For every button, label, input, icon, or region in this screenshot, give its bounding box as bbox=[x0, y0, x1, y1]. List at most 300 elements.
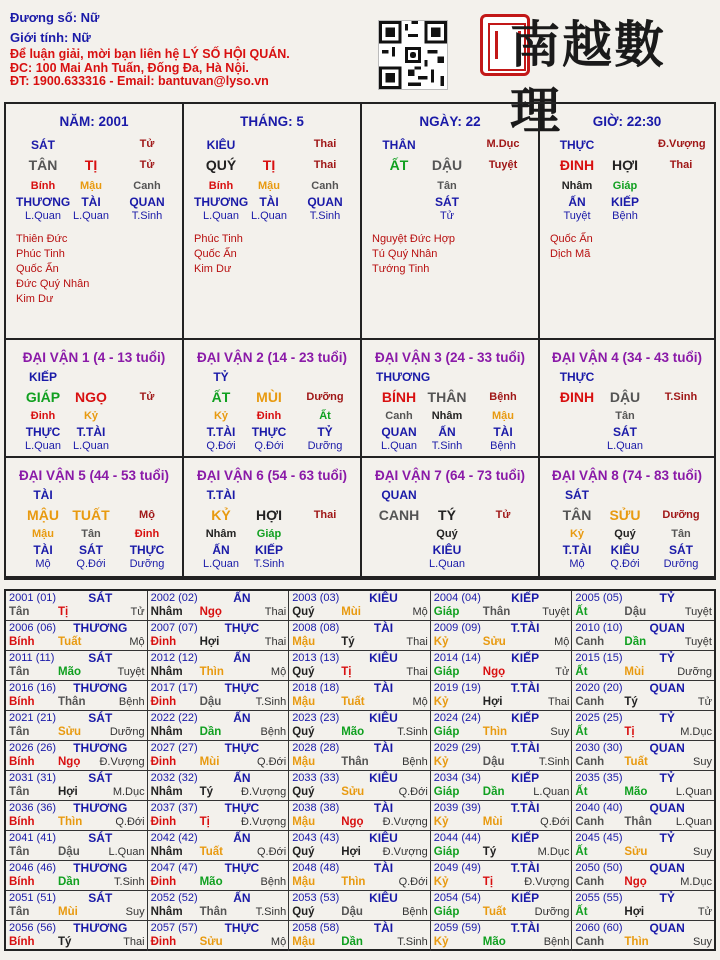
growth-stage: Tử bbox=[139, 391, 155, 403]
year-god: KIÊU bbox=[369, 891, 398, 905]
year-god: TÀI bbox=[373, 801, 394, 815]
special-star: Kim Dư bbox=[16, 293, 54, 305]
heavenly-stem: ẤT bbox=[211, 389, 231, 405]
year-stem: Kỷ bbox=[433, 936, 449, 948]
year-cell bbox=[572, 591, 714, 621]
year-label: 2013 (13) bbox=[292, 652, 340, 664]
year-cell bbox=[289, 921, 431, 951]
cell-title: GIỜ: 22:30 bbox=[592, 114, 662, 129]
year-god: THỰC bbox=[224, 921, 260, 935]
year-branch: Tuất bbox=[58, 636, 82, 648]
year-cell bbox=[289, 771, 431, 801]
year-cell bbox=[148, 651, 290, 681]
year-god: TÀI bbox=[373, 921, 394, 935]
year-god: TỶ bbox=[659, 831, 675, 845]
year-stage: Tuyệt bbox=[542, 606, 570, 618]
branch-detail: Đinh bbox=[134, 528, 160, 540]
branch-detail: Nhâm bbox=[431, 410, 463, 422]
branch-detail: Dưỡng bbox=[129, 558, 165, 570]
heavenly-stem: BÍNH bbox=[381, 389, 417, 405]
branch-detail: L.Quan bbox=[250, 210, 288, 222]
year-stem: Giáp bbox=[433, 666, 460, 678]
branch-detail: Mộ bbox=[35, 558, 51, 570]
heavenly-stem: KỶ bbox=[211, 507, 231, 523]
year-branch: Dần bbox=[341, 936, 363, 948]
branch-detail: SÁT bbox=[79, 543, 103, 557]
year-god: SÁT bbox=[88, 891, 113, 905]
year-branch: Mùi bbox=[341, 606, 361, 618]
special-star: Tú Quý Nhân bbox=[372, 248, 438, 260]
year-branch: Sửu bbox=[58, 726, 82, 738]
year-label: 2007 (07) bbox=[150, 622, 198, 634]
year-branch: Dậu bbox=[58, 846, 80, 858]
owner-name: Đương số: Nữ bbox=[10, 10, 100, 25]
branch-detail: THƯƠNG bbox=[16, 195, 71, 209]
year-label: 2047 (47) bbox=[150, 862, 198, 874]
year-stem: Tân bbox=[9, 666, 30, 678]
year-label: 2032 (32) bbox=[150, 772, 198, 784]
heavenly-stem: MẬU bbox=[27, 507, 59, 523]
luck-period-cell bbox=[6, 340, 184, 458]
year-stage: Đ.Vượng bbox=[241, 816, 287, 828]
growth-stage: Thai bbox=[313, 509, 337, 521]
year-branch: Thìn bbox=[341, 876, 366, 888]
year-label: 2004 (04) bbox=[433, 592, 481, 604]
pillar-cell bbox=[184, 104, 362, 340]
year-label: 2011 (11) bbox=[9, 652, 55, 664]
year-stem: Mậu bbox=[292, 696, 316, 708]
cell-title: ĐẠI VẬN 3 (24 - 33 tuổi) bbox=[374, 350, 526, 365]
year-stage: Tử bbox=[130, 606, 145, 618]
year-stem: Bính bbox=[9, 756, 35, 768]
year-branch: Dần bbox=[199, 726, 222, 738]
year-stage: Q.Đới bbox=[398, 786, 428, 798]
growth-stage: Tuyệt bbox=[488, 159, 518, 171]
year-label: 2020 (20) bbox=[575, 682, 623, 694]
branch-detail: Mậu bbox=[32, 528, 54, 540]
heavenly-stem: TÂN bbox=[562, 507, 592, 523]
year-label: 2046 (46) bbox=[9, 862, 57, 874]
year-stage: Suy bbox=[693, 936, 712, 948]
pillar-cell bbox=[6, 104, 184, 340]
year-stem: Nhâm bbox=[150, 666, 183, 678]
year-label: 2002 (02) bbox=[150, 592, 198, 604]
year-label: 2029 (29) bbox=[433, 742, 481, 754]
year-cell bbox=[148, 921, 290, 951]
year-cell bbox=[6, 771, 148, 801]
year-label: 2059 (59) bbox=[433, 922, 481, 934]
year-god: THỰC bbox=[224, 681, 260, 695]
branch-detail: ẤN bbox=[438, 425, 456, 439]
branch-detail: L.Quan bbox=[606, 440, 644, 452]
year-god: T.TÀI bbox=[510, 861, 540, 875]
branch-detail: SÁT bbox=[613, 425, 637, 439]
year-label: 2025 (25) bbox=[575, 712, 623, 724]
year-branch: Ngọ bbox=[58, 756, 81, 768]
year-stem: Giáp bbox=[433, 846, 460, 858]
branch-detail: Tân bbox=[81, 528, 101, 540]
qr-code-icon[interactable] bbox=[378, 20, 448, 90]
year-stage: Tuyệt bbox=[684, 606, 712, 618]
year-label: 2049 (49) bbox=[433, 862, 481, 874]
growth-stage: Bệnh bbox=[489, 391, 517, 403]
cell-title: NĂM: 2001 bbox=[59, 114, 129, 129]
year-stage: Mộ bbox=[554, 636, 570, 648]
year-cell bbox=[572, 771, 714, 801]
year-stage: L.Quan bbox=[108, 846, 145, 858]
year-branch: Sửu bbox=[482, 636, 506, 648]
hidden-god-label: KIẾP bbox=[28, 370, 57, 384]
phone-email-line: ĐT: 1900.633316 - Email: bantuvan@lyso.vn bbox=[10, 74, 269, 88]
year-god: THƯƠNG bbox=[73, 681, 128, 695]
year-label: 2026 (26) bbox=[9, 742, 57, 754]
earthly-branch: MÙI bbox=[256, 389, 282, 405]
year-cell bbox=[572, 681, 714, 711]
year-stem: Ất bbox=[575, 606, 588, 618]
year-god: KIẾP bbox=[511, 771, 540, 785]
year-label: 2036 (36) bbox=[9, 802, 57, 814]
branch-detail: T.TÀI bbox=[76, 425, 106, 439]
year-stage: Bệnh bbox=[543, 936, 570, 948]
earthly-branch: TỊ bbox=[84, 157, 98, 173]
year-branch: Thân bbox=[58, 696, 86, 708]
stage-label: Thai bbox=[313, 138, 337, 150]
branch-detail: Kỷ bbox=[213, 410, 229, 422]
year-label: 2024 (24) bbox=[433, 712, 481, 724]
year-stage: Thai bbox=[123, 936, 145, 948]
year-stem: Đinh bbox=[150, 756, 177, 768]
growth-stage: Mộ bbox=[139, 509, 155, 521]
branch-detail: Canh bbox=[311, 180, 339, 192]
year-god: SÁT bbox=[88, 831, 113, 845]
year-god: THƯƠNG bbox=[73, 621, 128, 635]
year-god: ẤN bbox=[233, 651, 251, 665]
special-star: Phúc Tinh bbox=[16, 248, 65, 260]
year-branch: Dậu bbox=[482, 756, 505, 768]
year-stage: Suy bbox=[693, 846, 712, 858]
year-cell bbox=[6, 831, 148, 861]
year-god: KIÊU bbox=[369, 771, 398, 785]
year-stage: Bệnh bbox=[402, 756, 428, 768]
year-branch: Thìn bbox=[199, 666, 224, 678]
year-cell bbox=[148, 801, 290, 831]
branch-detail: Bệnh bbox=[490, 440, 516, 452]
year-branch: Tuất bbox=[482, 906, 507, 918]
luck-period-cell bbox=[540, 340, 714, 458]
earthly-branch: TÝ bbox=[438, 507, 456, 523]
stage-label: M.Dục bbox=[486, 138, 520, 150]
year-stage: Mộ bbox=[270, 666, 287, 678]
year-label: 2010 (10) bbox=[575, 622, 623, 634]
year-label: 2045 (45) bbox=[575, 832, 623, 844]
branch-detail: Mộ bbox=[569, 558, 585, 570]
year-branch: Tị bbox=[58, 606, 69, 618]
year-cell bbox=[148, 621, 290, 651]
year-label: 2050 (50) bbox=[575, 862, 623, 874]
pillar-cell bbox=[362, 104, 540, 340]
year-cell bbox=[148, 591, 290, 621]
year-stem: Tân bbox=[9, 606, 30, 618]
year-cell bbox=[6, 891, 148, 921]
special-stars-list bbox=[372, 232, 455, 277]
year-god: ẤN bbox=[233, 831, 251, 845]
logo-text: 南越數理 bbox=[510, 15, 666, 140]
year-cell bbox=[431, 921, 573, 951]
year-cell bbox=[6, 711, 148, 741]
year-cell bbox=[289, 741, 431, 771]
year-cell bbox=[572, 801, 714, 831]
branch-detail: Tân bbox=[615, 410, 635, 422]
year-cell bbox=[148, 681, 290, 711]
year-stem: Giáp bbox=[433, 606, 460, 618]
year-cell bbox=[431, 831, 573, 861]
branch-detail: KIÊU bbox=[610, 543, 640, 557]
year-stage: Đ.Vượng bbox=[382, 816, 428, 828]
special-stars-list bbox=[550, 232, 593, 262]
branch-detail: QUAN bbox=[307, 195, 343, 209]
year-label: 2019 (19) bbox=[433, 682, 481, 694]
year-stage: Q.Đới bbox=[256, 846, 287, 858]
year-god: SÁT bbox=[88, 711, 113, 725]
branch-detail: L.Quan bbox=[24, 440, 62, 452]
year-stem: Đinh bbox=[150, 636, 177, 648]
branch-detail: L.Quan bbox=[202, 558, 240, 570]
branch-detail: Q.Đới bbox=[76, 558, 106, 570]
year-stem: Nhâm bbox=[150, 786, 183, 798]
year-cell bbox=[289, 831, 431, 861]
year-cell bbox=[431, 801, 573, 831]
year-stem: Bính bbox=[9, 876, 35, 888]
branch-detail: Q.Đới bbox=[610, 558, 640, 570]
year-cell bbox=[572, 621, 714, 651]
year-stage: M.Dục bbox=[680, 726, 712, 738]
year-stage: L.Quan bbox=[533, 786, 570, 798]
branch-detail: TÀI bbox=[81, 195, 101, 209]
year-branch: Thìn bbox=[482, 726, 508, 738]
heavenly-stem: ĐINH bbox=[559, 157, 595, 173]
year-stem: Canh bbox=[575, 816, 605, 828]
year-cell bbox=[6, 741, 148, 771]
year-label: 2015 (15) bbox=[575, 652, 623, 664]
year-cell bbox=[431, 681, 573, 711]
special-star: Tướng Tinh bbox=[372, 263, 430, 275]
year-stem: Nhâm bbox=[150, 606, 183, 618]
year-stage: Mộ bbox=[270, 936, 287, 948]
year-label: 2016 (16) bbox=[9, 682, 57, 694]
year-god: TÀI bbox=[373, 681, 394, 695]
year-branch: Thân bbox=[624, 816, 652, 828]
year-god: QUAN bbox=[649, 621, 685, 635]
year-label: 2034 (34) bbox=[433, 772, 481, 784]
year-stem: Quý bbox=[292, 846, 315, 858]
earthly-branch: DẬU bbox=[609, 389, 641, 405]
year-god: KIÊU bbox=[369, 831, 398, 845]
year-stage: Đ.Vượng bbox=[382, 846, 428, 858]
year-god: ẤN bbox=[233, 771, 251, 785]
year-god: KIÊU bbox=[369, 591, 398, 605]
year-cell bbox=[148, 891, 290, 921]
year-stem: Quý bbox=[292, 606, 315, 618]
cell-title: ĐẠI VẬN 1 (4 - 13 tuổi) bbox=[22, 350, 166, 365]
year-cell bbox=[6, 591, 148, 621]
branch-detail: Nhâm bbox=[205, 528, 237, 540]
year-stem: Tân bbox=[9, 846, 30, 858]
branch-detail: Tân bbox=[671, 528, 691, 540]
year-god: TÀI bbox=[373, 621, 394, 635]
year-god: QUAN bbox=[649, 681, 685, 695]
year-god: KIÊU bbox=[369, 711, 398, 725]
year-cell bbox=[289, 801, 431, 831]
year-cell bbox=[289, 711, 431, 741]
year-god: KIÊU bbox=[369, 651, 398, 665]
hidden-god-label: TỶ bbox=[213, 370, 229, 384]
year-cell bbox=[572, 861, 714, 891]
year-cell bbox=[6, 861, 148, 891]
year-stage: Đ.Vượng bbox=[241, 786, 287, 798]
year-label: 2021 (21) bbox=[9, 712, 57, 724]
branch-detail: QUAN bbox=[129, 195, 165, 209]
growth-stage: Dưỡng bbox=[306, 391, 344, 403]
year-label: 2044 (44) bbox=[433, 832, 481, 844]
year-label: 2042 (42) bbox=[150, 832, 198, 844]
year-label: 2053 (53) bbox=[292, 892, 340, 904]
year-stage: Đ.Vượng bbox=[99, 756, 145, 768]
branch-detail: THỰC bbox=[129, 543, 165, 557]
year-cell bbox=[431, 591, 573, 621]
stage-label: Đ.Vượng bbox=[658, 138, 706, 150]
stem-god-label: THÂN bbox=[382, 138, 416, 152]
year-branch: Ngọ bbox=[199, 606, 222, 618]
year-stem: Bính bbox=[9, 696, 35, 708]
year-god: SÁT bbox=[88, 651, 113, 665]
year-label: 2060 (60) bbox=[575, 922, 623, 934]
year-cell bbox=[431, 621, 573, 651]
year-stem: Kỷ bbox=[433, 816, 449, 828]
year-label: 2041 (41) bbox=[9, 832, 57, 844]
year-cell bbox=[431, 651, 573, 681]
growth-stage: T.Sinh bbox=[664, 391, 698, 403]
special-star: Quốc Ấn bbox=[16, 263, 59, 275]
branch-detail: Mậu bbox=[80, 180, 102, 192]
year-stem: Canh bbox=[575, 756, 605, 768]
year-stage: Tuyệt bbox=[117, 666, 145, 678]
hidden-god-label: THƯƠNG bbox=[376, 370, 431, 384]
year-stage: Thai bbox=[547, 696, 570, 708]
branch-detail: THỰC bbox=[251, 425, 287, 439]
branch-detail: ẤN bbox=[212, 543, 230, 557]
year-label: 2057 (57) bbox=[150, 922, 198, 934]
year-label: 2033 (33) bbox=[292, 772, 340, 784]
year-label: 2027 (27) bbox=[150, 742, 198, 754]
year-stem: Bính bbox=[9, 936, 35, 948]
year-stem: Canh bbox=[575, 636, 605, 648]
branch-detail: Tử bbox=[439, 210, 455, 222]
year-branch: Mão bbox=[58, 666, 81, 678]
year-stage: Q.Đới bbox=[540, 816, 570, 828]
year-branch: Dậu bbox=[624, 606, 647, 618]
year-branch: Tuất bbox=[199, 846, 224, 858]
year-stem: Nhâm bbox=[150, 906, 183, 918]
year-god: TÀI bbox=[373, 861, 394, 875]
year-god: KIẾP bbox=[511, 591, 540, 605]
year-stage: T.Sinh bbox=[255, 906, 287, 918]
special-stars-list bbox=[16, 232, 89, 307]
year-god: QUAN bbox=[649, 801, 685, 815]
year-label: 2022 (22) bbox=[150, 712, 198, 724]
earthly-branch: TUẤT bbox=[72, 507, 110, 523]
branch-detail: Quý bbox=[614, 528, 636, 540]
heavenly-stem: QUÝ bbox=[205, 157, 237, 173]
earthly-branch: DẬU bbox=[431, 157, 463, 173]
contact-line: Để luận giải, mời bạn liên hệ LÝ SỐ HỘI QUÁN. bbox=[10, 47, 290, 61]
cell-title: ĐẠI VẬN 4 (34 - 43 tuổi) bbox=[551, 350, 703, 365]
branch-detail: L.Quan bbox=[428, 558, 466, 570]
earthly-branch: TỊ bbox=[262, 157, 276, 173]
year-god: THỰC bbox=[224, 801, 260, 815]
year-stem: Ất bbox=[575, 906, 588, 918]
year-stage: Tử bbox=[697, 696, 712, 708]
header-info bbox=[10, 8, 370, 89]
year-label: 2056 (56) bbox=[9, 922, 57, 934]
year-label: 2038 (38) bbox=[292, 802, 340, 814]
special-star: Dịch Mã bbox=[550, 248, 591, 260]
year-stage: Thai bbox=[406, 636, 428, 648]
year-god: THƯƠNG bbox=[73, 861, 128, 875]
branch-detail: T.Sinh bbox=[309, 210, 341, 222]
year-stage: Mộ bbox=[129, 636, 145, 648]
growth-stage: Tử bbox=[139, 159, 155, 171]
year-stage: T.Sinh bbox=[538, 756, 570, 768]
earthly-branch: HỢI bbox=[256, 507, 282, 523]
year-label: 2018 (18) bbox=[292, 682, 340, 694]
year-god: TỶ bbox=[659, 591, 675, 605]
year-branch: Hợi bbox=[341, 846, 361, 858]
year-god: T.TÀI bbox=[510, 681, 540, 695]
year-god: ẤN bbox=[233, 891, 251, 905]
year-stem: Giáp bbox=[433, 786, 460, 798]
year-god: THƯƠNG bbox=[73, 921, 128, 935]
heavenly-stem: ẤT bbox=[389, 157, 409, 173]
year-god: KIẾP bbox=[511, 651, 540, 665]
year-label: 2001 (01) bbox=[9, 592, 57, 604]
year-god: SÁT bbox=[88, 591, 113, 605]
year-cell bbox=[6, 921, 148, 951]
year-god: KIẾP bbox=[511, 831, 540, 845]
year-stem: Mậu bbox=[292, 936, 316, 948]
year-branch: Hợi bbox=[482, 696, 503, 708]
year-branch: Tý bbox=[58, 936, 72, 948]
year-god: THƯƠNG bbox=[73, 741, 128, 755]
year-stem: Mậu bbox=[292, 876, 316, 888]
year-label: 2055 (55) bbox=[575, 892, 623, 904]
branch-detail: SÁT bbox=[435, 195, 459, 209]
year-stage: Tử bbox=[697, 906, 712, 918]
year-stage: Q.Đới bbox=[115, 816, 145, 828]
year-cell bbox=[572, 921, 714, 951]
year-cell bbox=[148, 861, 290, 891]
year-god: THỰC bbox=[224, 741, 260, 755]
year-cell bbox=[572, 891, 714, 921]
year-cell bbox=[289, 861, 431, 891]
branch-detail: KIẾP bbox=[254, 543, 283, 557]
year-stage: Dưỡng bbox=[534, 906, 570, 918]
year-label: 2048 (48) bbox=[292, 862, 340, 874]
year-god: THỰC bbox=[224, 621, 260, 635]
luck-period-cell bbox=[362, 340, 540, 458]
year-cell bbox=[431, 711, 573, 741]
year-label: 2017 (17) bbox=[150, 682, 198, 694]
branch-detail: Dưỡng bbox=[307, 440, 343, 452]
